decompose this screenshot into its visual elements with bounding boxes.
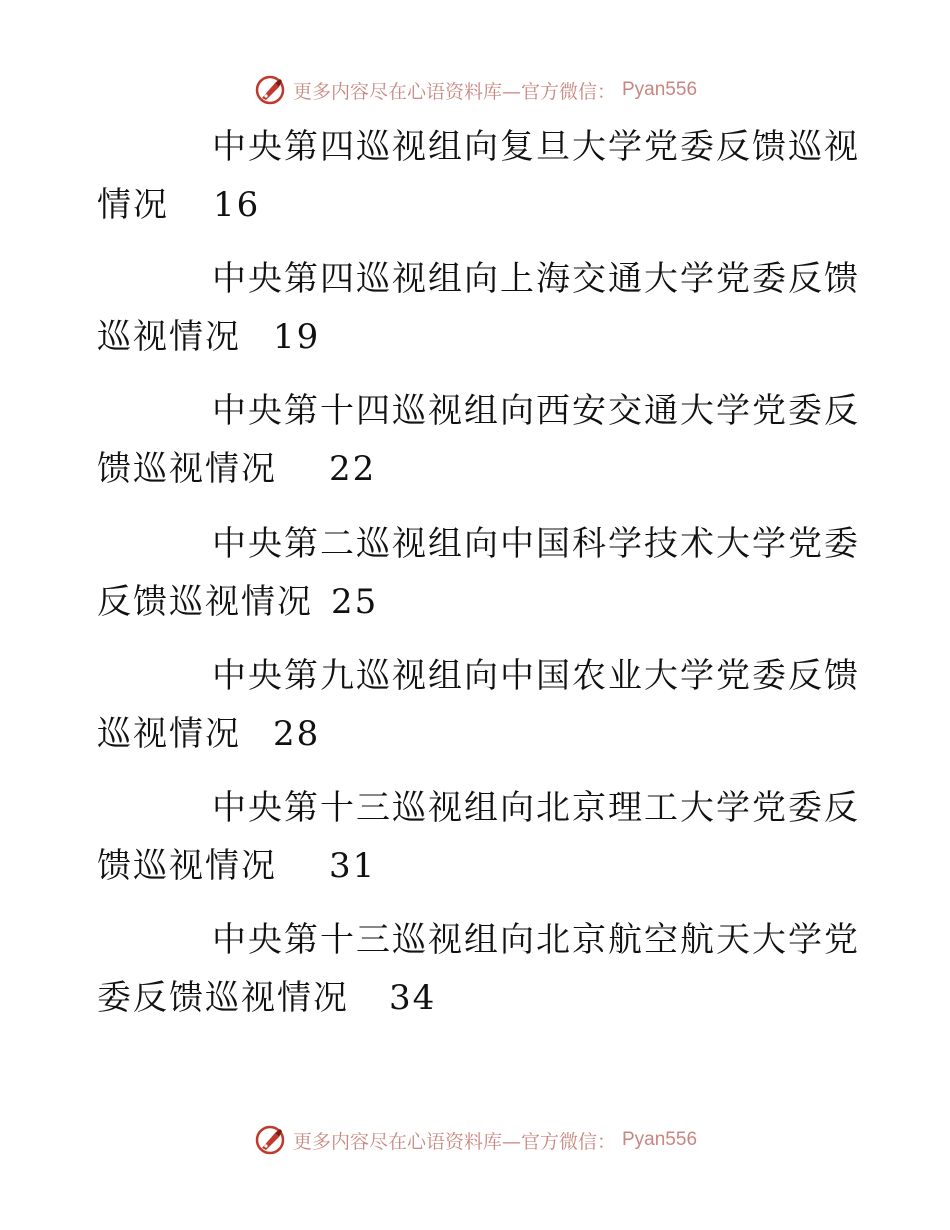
- toc-entry-1-cont: [97, 185, 260, 225]
- footer-watermark: [0, 1120, 950, 1160]
- toc-entry-4-cont: [97, 582, 378, 622]
- watermark-wechat-id: Pyan556: [622, 79, 698, 100]
- toc-entry-3-cont: [97, 449, 376, 489]
- toc-entry-4-page: 25: [331, 582, 379, 622]
- watermark: [253, 1123, 697, 1157]
- pen-nib-logo-icon: [253, 1123, 287, 1157]
- toc-entry-6-cont: [97, 846, 376, 886]
- toc-entry-1-page: 16: [213, 185, 261, 225]
- toc-entry-7-page: 34: [389, 978, 437, 1018]
- toc-entry-2-page: 19: [273, 317, 321, 357]
- toc-entry-7-title: 中央第十三巡视组向北京航空航天大学党: [212, 920, 860, 960]
- toc-entry-4-title: 中央第二巡视组向中国科学技术大学党委: [212, 524, 860, 564]
- toc-entry-2-title-cont: 巡视情况: [97, 317, 241, 357]
- toc-entry-5-cont: [97, 714, 320, 754]
- toc-entry-1-title-cont: 情况: [97, 185, 169, 225]
- pen-nib-logo-icon: [253, 73, 287, 107]
- toc-entry-2-title: 中央第四巡视组向上海交通大学党委反馈: [212, 259, 860, 299]
- toc-entry-5-page: 28: [273, 714, 321, 754]
- watermark: [253, 73, 697, 107]
- toc-entry-7-cont: [97, 978, 436, 1018]
- toc-entry-5-title: 中央第九巡视组向中国农业大学党委反馈: [212, 656, 860, 696]
- toc-entry-1-title: 中央第四巡视组向复旦大学党委反馈巡视: [212, 127, 860, 167]
- toc-entry-3-title: 中央第十四巡视组向西安交通大学党委反: [212, 391, 860, 431]
- toc-entry-4-title-cont: 反馈巡视情况: [97, 582, 313, 622]
- toc-entry-7-title-cont: 委反馈巡视情况: [97, 978, 349, 1018]
- watermark-text: 更多内容尽在心语资料库—官方微信：: [292, 1130, 616, 1153]
- watermark-text: 更多内容尽在心语资料库—官方微信：: [292, 80, 616, 103]
- toc-entry-6-title-cont: 馈巡视情况: [97, 846, 277, 886]
- toc-entry-3-title-cont: 馈巡视情况: [97, 449, 277, 489]
- toc-entry-2-cont: [97, 317, 320, 357]
- toc-entry-3-page: 22: [329, 449, 377, 489]
- watermark-wechat-id: Pyan556: [622, 1129, 698, 1150]
- header-watermark: [0, 70, 950, 110]
- toc-entry-6-page: 31: [329, 846, 377, 886]
- toc-entry-6-title: 中央第十三巡视组向北京理工大学党委反: [212, 788, 860, 828]
- toc-entry-5-title-cont: 巡视情况: [97, 714, 241, 754]
